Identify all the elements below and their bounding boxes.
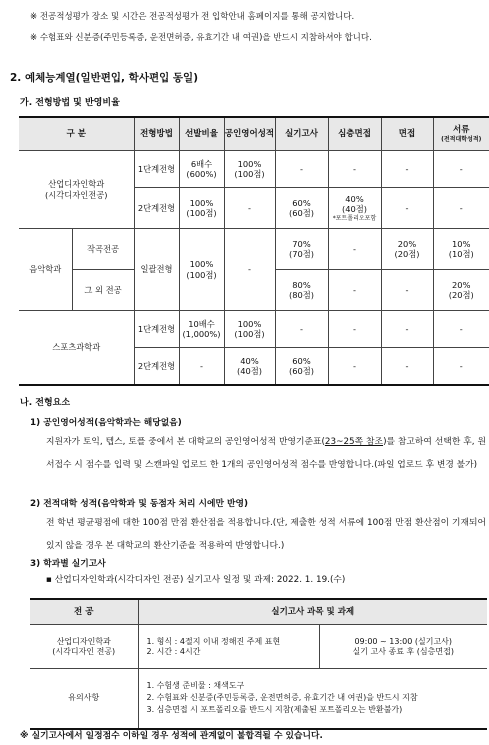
dept-design: 산업디자인학과 (시각디자인전공) xyxy=(19,151,134,229)
table-header-row xyxy=(30,599,487,625)
cell: - xyxy=(328,229,381,270)
item-title: 1) 공인영어성적(음악학과는 해당없음) xyxy=(30,418,182,428)
dept-sports: 스포츠과학과 xyxy=(19,311,134,386)
cell: - xyxy=(179,348,224,386)
item-title: 3) 학과별 실기고사 xyxy=(30,559,106,569)
major-label: 그 외 전공 xyxy=(72,270,134,311)
header-interview: 심층면접 xyxy=(328,117,381,151)
cell: 60% (60점) xyxy=(275,188,328,229)
cell: 100% (100점) xyxy=(224,151,275,188)
cell: 100% (100점) xyxy=(179,188,224,229)
cell: - xyxy=(381,311,433,348)
stage-label: 1단계전형 xyxy=(134,311,179,348)
subsection-title: 가. 전형방법 및 반영비율 xyxy=(20,98,120,108)
caution-cell: 1. 수험생 준비물 : 채색도구 2. 수험표와 신분증(주민등록증, 운전면허증, 유효기간 내 여권)을 반드시 지참 3. 심층면접 시 포트폴리오를 반드시 지참(제출된 포트폴리오는 반환불가) xyxy=(138,669,487,729)
stage-label: 1단계전형 xyxy=(134,151,179,188)
cell: - xyxy=(224,188,275,229)
major-label: 작곡전공 xyxy=(72,229,134,270)
stage-label: 2단계전형 xyxy=(134,348,179,386)
cell: 80% (80점) xyxy=(275,270,328,311)
header-docs xyxy=(433,117,489,151)
cell: 100% (100점) xyxy=(224,311,275,348)
table-row xyxy=(30,669,487,729)
item-title: 2) 전적대학 성적(음악학과 및 동점자 처리 시에만 반영) xyxy=(30,499,249,509)
bullet-text: ▪ 산업디자인학과(시각디자인 전공) 실기고사 일정 및 과제: 2022. 1. 19.(수) xyxy=(46,575,346,585)
docs-note: (전적대학성적) xyxy=(441,135,482,143)
cell: 100% (100점) xyxy=(179,229,224,311)
major-cell: 산업디자인학과 (시각디자인 전공) xyxy=(30,625,138,669)
final-note: ※ 실기고사에서 일정점수 이하일 경우 성적에 관계없이 불합격될 수 있습니다. xyxy=(20,731,323,741)
cell: - xyxy=(381,151,433,188)
cell: - xyxy=(328,151,381,188)
cell: - xyxy=(433,348,489,386)
cell: 60% (60점) xyxy=(275,348,328,386)
cell: 40% (40점) xyxy=(224,348,275,386)
notice-text: ※ 수험표와 신분증(주민등록증, 운전면허증, 유효기간 내 여권)을 반드시 지참하셔야 합니다. xyxy=(30,33,372,43)
header-group: 구 분 xyxy=(19,117,134,151)
cell: - xyxy=(381,188,433,229)
item-paragraph: 전 학년 평균평점에 대한 100점 만점 환산점을 적용합니다.(단, 제출한 성적 서류에 100점 만점 환산점이 기재되어 있지 않을 경우 본 대학교의 환산기준을 적용하여 반영합니다.) xyxy=(46,518,486,551)
cell: 40% (40점) *포트폴리오포함 xyxy=(328,188,381,229)
cell: - xyxy=(433,311,489,348)
section-title: 2. 예체능계열(일반편입, 학사편입 동일) xyxy=(10,72,198,84)
header-english: 공인영어성적 xyxy=(224,117,275,151)
notice-text: ※ 전공적성평가 장소 및 시간은 전공적성평가 전 입학안내 홈페이지를 통해 공지합니다. xyxy=(30,12,355,22)
caution-label: 유의사항 xyxy=(30,669,138,729)
table-header-row xyxy=(19,117,489,151)
cell: - xyxy=(328,311,381,348)
stage-label: 일괄전형 xyxy=(134,229,179,311)
cell: 10% (10점) xyxy=(433,229,489,270)
cell: 20% (20점) xyxy=(433,270,489,311)
cell: - xyxy=(275,311,328,348)
cell: 10배수 (1,000%) xyxy=(179,311,224,348)
cell: - xyxy=(433,151,489,188)
cell: - xyxy=(381,348,433,386)
header-subject: 실기고사 과목 및 과제 xyxy=(138,599,487,625)
subsection-title: 나. 전형요소 xyxy=(20,398,71,408)
item-paragraph: 지원자가 토익, 텝스, 토플 중에서 본 대학교의 공인영어성적 반영기준표(23~25쪽 참조)를 참고하여 선택한 후, 원서접수 시 점수를 입력 및 스캔파일 업로드 한 1개의 공인영어성적 점수를 반영합니다.(파일 업로드 후 변경 불가) xyxy=(46,437,486,470)
table-row xyxy=(19,311,489,348)
selection-ratio-table xyxy=(19,116,489,386)
header-major: 전 공 xyxy=(30,599,138,625)
cell: - xyxy=(224,229,275,311)
table-row xyxy=(30,625,487,669)
header-select: 선발비율 xyxy=(179,117,224,151)
exam-format-cell: 1. 형식 : 4절지 이내 정해진 주제 표현 2. 시간 : 4시간 xyxy=(138,625,319,669)
cell: - xyxy=(328,270,381,311)
header-method: 전형방법 xyxy=(134,117,179,151)
docs-label: 서류 xyxy=(453,124,470,135)
stage-label: 2단계전형 xyxy=(134,188,179,229)
cell: - xyxy=(328,348,381,386)
cell: - xyxy=(275,151,328,188)
table-row xyxy=(19,151,489,188)
cell: 70% (70점) xyxy=(275,229,328,270)
schedule-cell: 09:00 ~ 13:00 (실기고사) 실기 고사 종료 후 (심층면접) xyxy=(319,625,487,669)
practical-exam-table xyxy=(30,598,487,730)
header-meeting: 면접 xyxy=(381,117,433,151)
header-practical: 실기고사 xyxy=(275,117,328,151)
dept-music: 음악학과 xyxy=(19,229,72,311)
cell: - xyxy=(433,188,489,229)
cell: 20% (20점) xyxy=(381,229,433,270)
table-row xyxy=(19,229,489,270)
cell: 6배수 (600%) xyxy=(179,151,224,188)
page-reference: 23~25쪽 참조 xyxy=(324,437,384,447)
cell: - xyxy=(381,270,433,311)
